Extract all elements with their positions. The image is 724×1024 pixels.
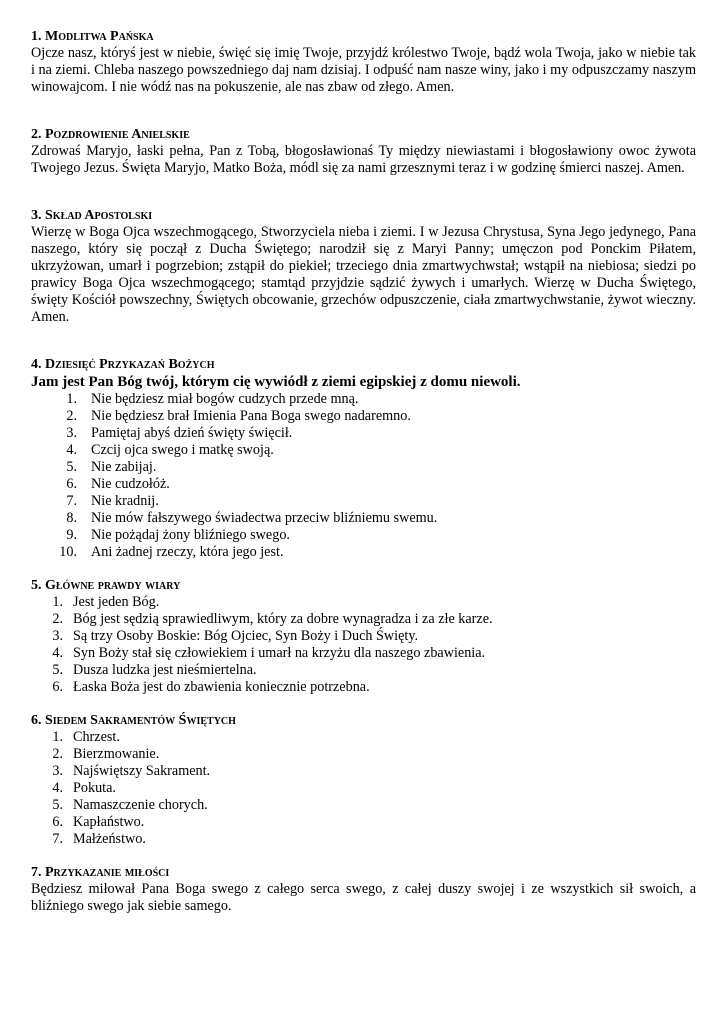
- item-text: Chrzest.: [73, 729, 120, 745]
- list-item: [31, 442, 696, 459]
- section-heading: 2. Pozdrowienie Anielskie: [31, 127, 190, 142]
- list-item: [31, 628, 696, 645]
- list-item: [31, 729, 696, 746]
- section-heading: 6. Siedem Sakramentów Świętych: [31, 713, 236, 728]
- commandments-list: [31, 391, 696, 561]
- item-number: 1.: [52, 729, 63, 745]
- section-text: Zdrowaś Maryjo, łaski pełna, Pan z Tobą, błogosławionaś Ty między niewiastami i błogosławiony owoc żywota Twojego Jezus. Święta Maryjo, Matko Boża, módl się za nami grzesznymi teraz i w godzinę śmierci naszej. Amen.: [31, 143, 696, 176]
- item-text: Ani żadnej rzeczy, która jego jest.: [91, 544, 284, 560]
- item-number: 5.: [52, 797, 63, 813]
- item-number: 1.: [52, 594, 63, 610]
- item-number: 7.: [66, 493, 77, 509]
- list-item: [31, 831, 696, 848]
- list-item: [31, 493, 696, 510]
- list-item: [31, 425, 696, 442]
- list-item: [31, 408, 696, 425]
- item-text: Dusza ludzka jest nieśmiertelna.: [73, 662, 257, 678]
- item-text: Małżeństwo.: [73, 831, 146, 847]
- item-number: 2.: [52, 611, 63, 627]
- item-text: Nie będziesz brał Imienia Pana Boga swego nadaremno.: [91, 408, 411, 424]
- section-heading: 7. Przykazanie miłości: [31, 865, 170, 880]
- item-number: 10.: [59, 544, 77, 560]
- item-text: Nie cudzołóż.: [91, 476, 170, 492]
- section-sacraments: [31, 712, 696, 848]
- item-text: Nie zabijaj.: [91, 459, 157, 475]
- list-item: [31, 814, 696, 831]
- item-number: 6.: [52, 679, 63, 695]
- sacraments-list: [31, 729, 696, 848]
- item-number: 8.: [66, 510, 77, 526]
- item-text: Bóg jest sędzią sprawiedliwym, który za dobre wynagradza i za złe karze.: [73, 611, 493, 627]
- item-text: Nie pożądaj żony bliźniego swego.: [91, 527, 290, 543]
- section-heading: 3. Skład Apostolski: [31, 208, 153, 223]
- item-text: Są trzy Osoby Boskie: Bóg Ojciec, Syn Boży i Duch Święty.: [73, 628, 419, 644]
- section-apostles-creed: [31, 207, 696, 326]
- list-item: [31, 662, 696, 679]
- list-item: [31, 527, 696, 544]
- item-number: 3.: [66, 425, 77, 441]
- section-ten-commandments: [31, 356, 696, 561]
- list-item: [31, 797, 696, 814]
- item-number: 4.: [52, 780, 63, 796]
- item-text: Namaszczenie chorych.: [73, 797, 208, 813]
- section-lords-prayer: [31, 28, 696, 96]
- list-item: [31, 746, 696, 763]
- item-text: Nie będziesz miał bogów cudzych przede mną.: [91, 391, 359, 407]
- section-love-commandment: [31, 864, 696, 915]
- item-number: 5.: [66, 459, 77, 475]
- list-item: [31, 544, 696, 561]
- list-item: [31, 611, 696, 628]
- item-number: 6.: [52, 814, 63, 830]
- item-number: 9.: [66, 527, 77, 543]
- item-text: Bierzmowanie.: [73, 746, 160, 762]
- item-number: 7.: [52, 831, 63, 847]
- item-text: Czcij ojca swego i matkę swoją.: [91, 442, 274, 458]
- list-item: [31, 594, 696, 611]
- item-text: Nie kradnij.: [91, 493, 159, 509]
- section-hail-mary: [31, 126, 696, 177]
- item-number: 2.: [52, 746, 63, 762]
- list-item: [31, 645, 696, 662]
- item-number: 6.: [66, 476, 77, 492]
- item-number: 3.: [52, 763, 63, 779]
- commandments-lead: Jam jest Pan Bóg twój, którym cię wywiódł z ziemi egipskiej z domu niewoli.: [31, 374, 521, 390]
- item-text: Pamiętaj abyś dzień święty święcił.: [91, 425, 293, 441]
- item-number: 1.: [66, 391, 77, 407]
- item-text: Jest jeden Bóg.: [73, 594, 160, 610]
- list-item: [31, 763, 696, 780]
- list-item: [31, 476, 696, 493]
- item-number: 2.: [66, 408, 77, 424]
- section-heading: 4. Dziesięć Przykazań Bożych: [31, 357, 215, 372]
- item-number: 4.: [52, 645, 63, 661]
- item-text: Pokuta.: [73, 780, 116, 796]
- section-text: Będziesz miłował Pana Boga swego z całego serca swego, z całej duszy swojej i ze wszystkich sił swoich, a bliźniego swego jak siebie samego.: [31, 881, 696, 914]
- list-item: [31, 391, 696, 408]
- section-text: Wierzę w Boga Ojca wszechmogącego, Stworzyciela nieba i ziemi. I w Jezusa Chrystusa, Syna Jego jedynego, Pana naszego, który się począł z Ducha Świętego; narodził się z Maryi Panny; umęczon pod Ponckim Piłatem, ukrzyżowan, umarł i pogrzebion; zstąpił do piekieł; trzeciego dnia zmartwychwstał; wstąpił na niebiosa; siedzi po prawicy Boga Ojca wszechmogącego; stamtąd przyjdzie sądzić żywych i umarłych. Wierzę w Ducha Świętego, święty Kościół powszechny, Świętych obcowanie, grzechów odpuszczenie, ciała zmartwychwstanie, żywot wieczny. Amen.: [31, 224, 696, 325]
- list-item: [31, 510, 696, 527]
- item-number: 3.: [52, 628, 63, 644]
- list-item: [31, 780, 696, 797]
- truths-list: [31, 594, 696, 696]
- item-text: Syn Boży stał się człowiekiem i umarł na krzyżu dla naszego zbawienia.: [73, 645, 486, 661]
- item-text: Kapłaństwo.: [73, 814, 145, 830]
- section-heading: 5. Główne prawdy wiary: [31, 578, 181, 593]
- item-number: 4.: [66, 442, 77, 458]
- list-item: [31, 679, 696, 696]
- item-text: Nie mów fałszywego świadectwa przeciw bliźniemu swemu.: [91, 510, 438, 526]
- item-text: Łaska Boża jest do zbawienia koniecznie potrzebna.: [73, 679, 370, 695]
- section-text: Ojcze nasz, któryś jest w niebie, święć się imię Twoje, przyjdź królestwo Twoje, bądź wola Twoja, jako w niebie tak i na ziemi. Chleba naszego powszedniego daj nam dzisiaj. I odpuść nam nasze winy, jako i my odpuszczamy naszym winowajcom. I nie wódź nas na pokuszenie, ale nas zbaw od złego. Amen.: [31, 45, 696, 95]
- section-main-truths: [31, 577, 696, 696]
- item-text: Najświętszy Sakrament.: [73, 763, 211, 779]
- list-item: [31, 459, 696, 476]
- item-number: 5.: [52, 662, 63, 678]
- section-heading: 1. Modlitwa Pańska: [31, 29, 154, 44]
